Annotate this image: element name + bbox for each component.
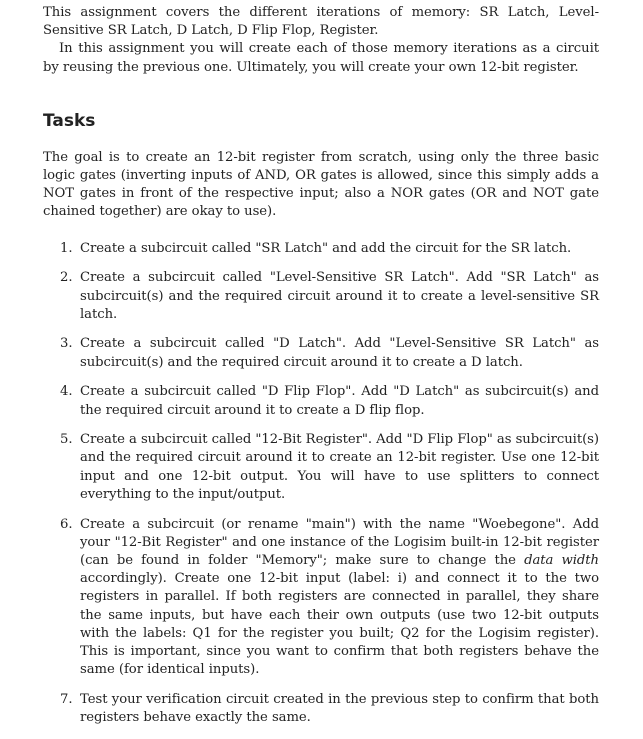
task-number: 7.: [60, 691, 73, 707]
task-text: Test your verification circuit created in the previous step to confirm that both registers behave exactly the same.: [80, 691, 599, 726]
task-number: 4.: [60, 384, 73, 400]
task-item-3: [43, 335, 599, 371]
section-heading-tasks: Tasks: [43, 110, 96, 131]
task-text: Create a subcircuit called "SR Latch" and add the circuit for the SR latch.: [80, 240, 572, 256]
task-item-1: [43, 240, 599, 258]
task-number: 2.: [60, 270, 73, 286]
task-text: Create a subcircuit called "Level-Sensitive SR Latch". Add "SR Latch" as subcircuit(s) and the required circuit around it to create a level-sensitive SR latch.: [80, 270, 599, 322]
task-item-2: [43, 269, 599, 324]
task-text-part-b: accordingly). Create one 12-bit input (label: i) and connect it to the two registers in parallel. If both registers are connected in parallel, they share the same inputs, but have each their own outputs (use two 12-bit outputs with the labels: Q1 for the register you built; Q2 for the Logisim register). This is important, since you want to confirm that both registers behave the same (for identical inputs).: [80, 571, 599, 678]
task-text-part-a: Create a subcircuit (or rename "main") with the name "Woebegone". Add your "12-Bit Register" and one instance of the Logisim built-in 12-bit register (can be found in folder "Memory"; make sure to change the: [80, 516, 599, 568]
document-page: [43, 4, 599, 739]
goal-paragraph: The goal is to create an 12-bit register from scratch, using only the three basic logic gates (inverting inputs of AND, OR gates is allowed, since this simply adds a NOT gates in front of the respective input; also a NOR gates (OR and NOT gate chained together) are okay to use).: [43, 149, 599, 220]
task-number: 1.: [60, 240, 73, 256]
task-text: Create a subcircuit called "D Latch". Add "Level-Sensitive SR Latch" as subcircuit(s) and the required circuit around it to create a D latch.: [80, 336, 599, 370]
task-item-4: [43, 383, 599, 419]
task-number: 5.: [60, 432, 73, 448]
task-item-5: [43, 431, 599, 504]
task-text: Create a subcircuit called "12-Bit Register". Add "D Flip Flop" as subcircuit(s) and the required circuit around it to create an 12-bit register. Use one 12-bit input and one 12-bit output. You will have to use splitters to connect everything to the input/output.: [80, 432, 599, 502]
intro-paragraph-1: This assignment covers the different iterations of memory: SR Latch, Level-Sensitive SR Latch, D Latch, D Flip Flop, Register.: [43, 5, 599, 39]
task-text-emphasis: data width: [524, 552, 599, 568]
task-number: 6.: [60, 516, 73, 532]
task-text: [80, 516, 599, 680]
task-item-6: [43, 516, 599, 680]
task-item-7: [43, 691, 599, 727]
task-text: Create a subcircuit called "D Flip Flop". Add "D Latch" as subcircuit(s) and the required circuit around it to create a D flip flop.: [80, 384, 599, 418]
task-number: 3.: [60, 336, 73, 352]
task-list: [43, 240, 599, 728]
intro-paragraph-2: In this assignment you will create each of those memory iterations as a circuit by reusing the previous one. Ultimately, you will create your own 12-bit register.: [43, 41, 599, 75]
